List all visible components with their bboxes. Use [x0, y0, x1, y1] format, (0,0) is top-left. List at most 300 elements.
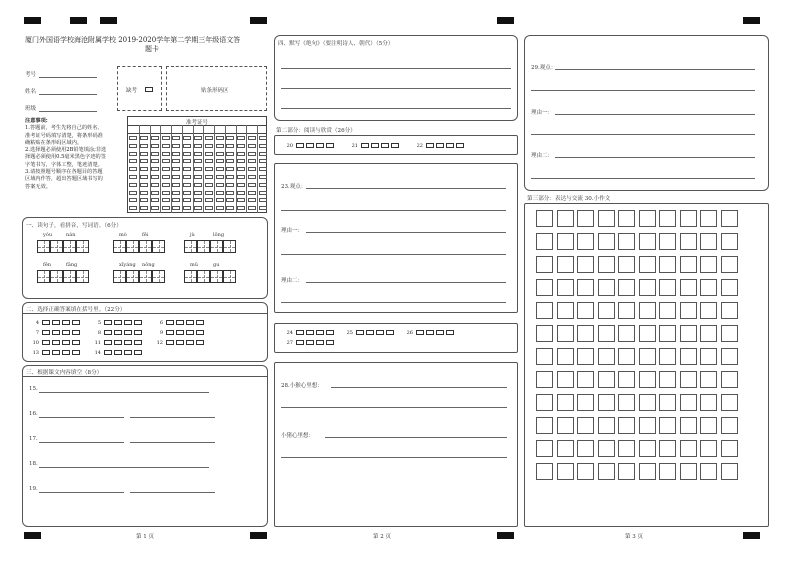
composition-cell[interactable] [680, 417, 697, 434]
option-bubble[interactable] [361, 143, 369, 148]
composition-cell[interactable] [577, 233, 594, 250]
option-bubble[interactable] [196, 340, 204, 345]
exam-number-bubble[interactable] [205, 136, 213, 140]
composition-cell[interactable] [577, 325, 594, 342]
exam-number-bubble[interactable] [237, 175, 245, 179]
answer-line[interactable] [39, 442, 124, 443]
exam-number-bubble[interactable] [237, 144, 245, 148]
option-bubble[interactable] [52, 340, 60, 345]
composition-cell[interactable] [618, 325, 635, 342]
composition-cell[interactable] [721, 279, 738, 296]
answer-line[interactable] [531, 178, 755, 179]
exam-number-bubble[interactable] [194, 198, 202, 202]
exam-number-bubble[interactable] [151, 191, 159, 195]
exam-number-bubble[interactable] [129, 191, 137, 195]
exam-number-bubble[interactable] [259, 159, 267, 163]
exam-number-bubble[interactable] [205, 191, 213, 195]
answer-line[interactable] [39, 467, 209, 468]
exam-number-bubble[interactable] [248, 136, 256, 140]
composition-cell[interactable] [618, 371, 635, 388]
composition-cell[interactable] [598, 279, 615, 296]
pinyin-writing-cell[interactable] [63, 270, 76, 283]
composition-cell[interactable] [598, 417, 615, 434]
exam-number-bubble[interactable] [129, 206, 137, 210]
option-bubble[interactable] [134, 340, 142, 345]
option-bubble[interactable] [134, 330, 142, 335]
answer-line[interactable] [325, 437, 507, 438]
exam-number-bubble[interactable] [259, 183, 267, 187]
option-bubble[interactable] [326, 143, 334, 148]
exam-number-bubble[interactable] [140, 183, 148, 187]
option-bubbles[interactable] [42, 350, 80, 355]
composition-cell[interactable] [680, 210, 697, 227]
pinyin-writing-cell[interactable] [139, 270, 152, 283]
choice-question[interactable] [153, 329, 204, 336]
option-bubble[interactable] [124, 340, 132, 345]
composition-cell[interactable] [700, 394, 717, 411]
option-bubble[interactable] [72, 330, 80, 335]
exam-number-bubble[interactable] [226, 206, 234, 210]
pinyin-writing-cell[interactable] [152, 270, 165, 283]
exam-number-bubble[interactable] [248, 206, 256, 210]
composition-cell[interactable] [598, 325, 615, 342]
composition-cell[interactable] [680, 279, 697, 296]
composition-cell[interactable] [577, 463, 594, 480]
exam-number-bubble[interactable] [248, 183, 256, 187]
composition-cell[interactable] [639, 233, 656, 250]
exam-number-bubble[interactable] [248, 144, 256, 148]
option-bubble[interactable] [446, 330, 454, 335]
exam-number-bubble[interactable] [172, 206, 180, 210]
exam-number-bubble[interactable] [237, 206, 245, 210]
exam-number-bubble[interactable] [237, 167, 245, 171]
composition-cell[interactable] [680, 325, 697, 342]
exam-number-bubble[interactable] [162, 183, 170, 187]
option-bubble[interactable] [371, 143, 379, 148]
composition-cell[interactable] [618, 279, 635, 296]
option-bubbles[interactable] [361, 143, 399, 148]
composition-cell[interactable] [659, 279, 676, 296]
composition-cell[interactable] [557, 371, 574, 388]
exam-number-bubble[interactable] [194, 159, 202, 163]
pinyin-writing-cell[interactable] [50, 270, 63, 283]
pinyin-writing-cell[interactable] [223, 240, 236, 253]
option-bubble[interactable] [114, 330, 122, 335]
composition-cell[interactable] [618, 210, 635, 227]
option-bubble[interactable] [62, 320, 70, 325]
exam-number-bubble[interactable] [183, 167, 191, 171]
composition-cell[interactable] [721, 417, 738, 434]
exam-number-bubble[interactable] [194, 144, 202, 148]
exam-number-bubble[interactable] [205, 159, 213, 163]
choice-question[interactable] [91, 349, 142, 356]
composition-cell[interactable] [700, 233, 717, 250]
exam-number-bubble[interactable] [172, 191, 180, 195]
exam-number-bubble[interactable] [129, 159, 137, 163]
composition-cell[interactable] [659, 394, 676, 411]
exam-number-bubble[interactable] [162, 152, 170, 156]
option-bubbles[interactable] [166, 330, 204, 335]
exam-number-bubble[interactable] [259, 152, 267, 156]
option-bubble[interactable] [166, 320, 174, 325]
option-bubble[interactable] [114, 340, 122, 345]
choice-panel-20-22[interactable] [274, 135, 518, 155]
composition-cell[interactable] [536, 210, 553, 227]
exam-number-bubble[interactable] [129, 198, 137, 202]
exam-number-bubble[interactable] [129, 175, 137, 179]
pinyin-writing-cell[interactable] [113, 240, 126, 253]
exam-number-bubble[interactable] [140, 198, 148, 202]
composition-cell[interactable] [577, 210, 594, 227]
exam-number-bubble[interactable] [237, 198, 245, 202]
option-bubble[interactable] [186, 340, 194, 345]
option-bubble[interactable] [42, 350, 50, 355]
answer-line[interactable] [281, 210, 506, 211]
exam-number-bubble[interactable] [183, 206, 191, 210]
answer-line[interactable] [331, 387, 507, 388]
name-input-line[interactable] [39, 94, 97, 95]
option-bubbles[interactable] [296, 330, 334, 335]
exam-number-bubble[interactable] [216, 144, 224, 148]
composition-cell[interactable] [577, 302, 594, 319]
pinyin-writing-cell[interactable] [197, 240, 210, 253]
option-bubble[interactable] [42, 340, 50, 345]
exam-number-bubble[interactable] [216, 183, 224, 187]
composition-cell[interactable] [536, 371, 553, 388]
exam-number-bubble[interactable] [237, 191, 245, 195]
exam-number-bubble[interactable] [194, 206, 202, 210]
composition-cell[interactable] [598, 394, 615, 411]
composition-cell[interactable] [618, 233, 635, 250]
exam-number-bubble[interactable] [226, 144, 234, 148]
exam-number-bubble[interactable] [259, 144, 267, 148]
choice-question[interactable] [283, 142, 334, 149]
composition-cell[interactable] [536, 233, 553, 250]
composition-cell[interactable] [557, 394, 574, 411]
answer-line[interactable] [306, 232, 506, 233]
exam-number-bubble[interactable] [129, 183, 137, 187]
option-bubble[interactable] [124, 330, 132, 335]
option-bubble[interactable] [416, 330, 424, 335]
exam-number-bubble[interactable] [205, 175, 213, 179]
exam-number-bubble[interactable] [205, 206, 213, 210]
composition-cell[interactable] [639, 417, 656, 434]
exam-number-bubble[interactable] [259, 136, 267, 140]
answer-line[interactable] [555, 114, 755, 115]
option-bubbles[interactable] [296, 340, 334, 345]
composition-cell[interactable] [659, 325, 676, 342]
composition-cell[interactable] [639, 325, 656, 342]
composition-cell[interactable] [700, 371, 717, 388]
pinyin-writing-cell[interactable] [37, 240, 50, 253]
exam-number-bubble[interactable] [140, 144, 148, 148]
composition-cell[interactable] [680, 394, 697, 411]
exam-number-bubble[interactable] [216, 191, 224, 195]
option-bubble[interactable] [124, 350, 132, 355]
option-bubbles[interactable] [42, 320, 80, 325]
composition-cell[interactable] [700, 325, 717, 342]
exam-number-bubble[interactable] [140, 152, 148, 156]
option-bubble[interactable] [166, 330, 174, 335]
composition-cell[interactable] [680, 233, 697, 250]
composition-cell[interactable] [536, 325, 553, 342]
composition-cell[interactable] [618, 463, 635, 480]
option-bubble[interactable] [104, 340, 112, 345]
pinyin-writing-cell[interactable] [184, 240, 197, 253]
exam-number-bubble[interactable] [248, 159, 256, 163]
pinyin-writing-cell[interactable] [210, 240, 223, 253]
answer-line[interactable] [130, 492, 215, 493]
composition-cell[interactable] [659, 233, 676, 250]
option-bubble[interactable] [42, 320, 50, 325]
exam-number-bubble[interactable] [183, 175, 191, 179]
composition-cell[interactable] [659, 371, 676, 388]
composition-cell[interactable] [721, 302, 738, 319]
composition-cell[interactable] [721, 440, 738, 457]
class-input-line[interactable] [39, 111, 97, 112]
composition-cell[interactable] [721, 394, 738, 411]
exam-number-bubble[interactable] [172, 159, 180, 163]
option-bubble[interactable] [186, 320, 194, 325]
exam-number-bubble[interactable] [162, 167, 170, 171]
choice-question[interactable] [283, 339, 334, 346]
exam-number-bubble[interactable] [151, 167, 159, 171]
exam-number-bubble[interactable] [183, 144, 191, 148]
exam-number-bubble[interactable] [205, 183, 213, 187]
composition-cell[interactable] [639, 440, 656, 457]
option-bubbles[interactable] [166, 320, 204, 325]
choice-question[interactable] [153, 339, 204, 346]
composition-cell[interactable] [639, 371, 656, 388]
composition-cell[interactable] [557, 325, 574, 342]
option-bubble[interactable] [104, 320, 112, 325]
option-bubble[interactable] [52, 350, 60, 355]
option-bubbles[interactable] [104, 330, 142, 335]
answer-line[interactable] [306, 282, 506, 283]
option-bubbles[interactable] [104, 340, 142, 345]
option-bubble[interactable] [296, 143, 304, 148]
composition-cell[interactable] [721, 256, 738, 273]
composition-cell[interactable] [721, 210, 738, 227]
composition-cell[interactable] [577, 348, 594, 365]
exam-number-bubble[interactable] [162, 198, 170, 202]
exam-number-bubble[interactable] [237, 159, 245, 163]
exam-number-bubble[interactable] [248, 152, 256, 156]
exam-number-bubble[interactable] [129, 152, 137, 156]
answer-line[interactable] [39, 492, 124, 493]
composition-cell[interactable] [639, 348, 656, 365]
exam-number-bubble[interactable] [205, 152, 213, 156]
composition-cell[interactable] [598, 233, 615, 250]
composition-cell[interactable] [536, 440, 553, 457]
exam-number-bubble[interactable] [248, 167, 256, 171]
option-bubbles[interactable] [42, 330, 80, 335]
option-bubble[interactable] [134, 350, 142, 355]
exam-number-bubble[interactable] [205, 144, 213, 148]
composition-cell[interactable] [618, 394, 635, 411]
exam-number-bubble[interactable] [140, 191, 148, 195]
composition-cell[interactable] [598, 302, 615, 319]
composition-cell[interactable] [659, 348, 676, 365]
option-bubble[interactable] [114, 320, 122, 325]
option-bubble[interactable] [124, 320, 132, 325]
composition-cell[interactable] [557, 210, 574, 227]
exam-number-bubble[interactable] [259, 198, 267, 202]
composition-cell[interactable] [536, 394, 553, 411]
composition-cell[interactable] [536, 417, 553, 434]
exam-number-bubble[interactable] [162, 144, 170, 148]
option-bubbles[interactable] [104, 320, 142, 325]
composition-cell[interactable] [557, 233, 574, 250]
option-bubble[interactable] [316, 143, 324, 148]
option-bubble[interactable] [62, 340, 70, 345]
pinyin-writing-cell[interactable] [210, 270, 223, 283]
exam-number-bubble[interactable] [226, 183, 234, 187]
exam-number-bubble[interactable] [151, 206, 159, 210]
answer-line[interactable] [39, 417, 124, 418]
choice-question[interactable] [343, 329, 394, 336]
exam-number-bubble[interactable] [226, 136, 234, 140]
exam-number-bubble[interactable] [216, 167, 224, 171]
exam-number-bubble[interactable] [129, 167, 137, 171]
answer-line[interactable] [531, 90, 755, 91]
composition-cell[interactable] [659, 417, 676, 434]
choice-question[interactable] [91, 339, 142, 346]
composition-cell[interactable] [618, 440, 635, 457]
exam-number-bubble[interactable] [194, 175, 202, 179]
option-bubble[interactable] [104, 330, 112, 335]
answer-line[interactable] [531, 134, 755, 135]
pinyin-writing-cell[interactable] [223, 270, 236, 283]
composition-cell[interactable] [639, 210, 656, 227]
option-bubble[interactable] [381, 143, 389, 148]
option-bubble[interactable] [72, 320, 80, 325]
choice-question[interactable] [413, 142, 464, 149]
composition-cell[interactable] [680, 256, 697, 273]
exam-number-bubble[interactable] [162, 191, 170, 195]
choice-question[interactable] [29, 329, 80, 336]
composition-cell[interactable] [557, 348, 574, 365]
exam-number-bubble[interactable] [226, 152, 234, 156]
composition-cell[interactable] [680, 302, 697, 319]
answer-line[interactable] [281, 108, 511, 109]
composition-cell[interactable] [721, 463, 738, 480]
composition-cell[interactable] [536, 463, 553, 480]
option-bubble[interactable] [376, 330, 384, 335]
answer-line[interactable] [281, 254, 506, 255]
pinyin-writing-cell[interactable] [37, 270, 50, 283]
choice-question[interactable] [91, 329, 142, 336]
composition-cell[interactable] [598, 371, 615, 388]
exam-number-bubble[interactable] [248, 191, 256, 195]
choice-row[interactable] [283, 142, 478, 149]
composition-cell[interactable] [557, 463, 574, 480]
option-bubble[interactable] [62, 350, 70, 355]
option-bubble[interactable] [296, 340, 304, 345]
exam-number-bubble[interactable] [226, 198, 234, 202]
exam-number-bubble[interactable] [259, 175, 267, 179]
option-bubble[interactable] [166, 340, 174, 345]
answer-line[interactable] [306, 188, 506, 189]
composition-cell[interactable] [639, 394, 656, 411]
composition-cell[interactable] [618, 348, 635, 365]
composition-cell[interactable] [700, 302, 717, 319]
option-bubble[interactable] [72, 350, 80, 355]
option-bubble[interactable] [306, 330, 314, 335]
composition-cell[interactable] [536, 256, 553, 273]
option-bubble[interactable] [391, 143, 399, 148]
exam-number-bubble[interactable] [172, 175, 180, 179]
composition-cell[interactable] [557, 440, 574, 457]
exam-number-bubble[interactable] [216, 152, 224, 156]
exam-number-bubble[interactable] [183, 198, 191, 202]
composition-cell[interactable] [659, 463, 676, 480]
answer-line[interactable] [281, 88, 511, 89]
exam-number-bubble[interactable] [129, 144, 137, 148]
option-bubble[interactable] [306, 143, 314, 148]
choice-question[interactable] [283, 329, 334, 336]
exam-number-bubble[interactable] [183, 191, 191, 195]
exam-number-bubble[interactable] [216, 175, 224, 179]
composition-cell[interactable] [536, 302, 553, 319]
composition-cell[interactable] [598, 463, 615, 480]
exam-number-bubble[interactable] [216, 206, 224, 210]
exam-number-bubble[interactable] [162, 136, 170, 140]
option-bubble[interactable] [176, 340, 184, 345]
exam-number-bubble[interactable] [151, 159, 159, 163]
exam-number-bubble[interactable] [248, 175, 256, 179]
exam-number-bubble[interactable] [151, 198, 159, 202]
answer-line[interactable] [130, 442, 215, 443]
option-bubble[interactable] [296, 330, 304, 335]
exam-number-bubble[interactable] [216, 198, 224, 202]
exam-number-bubble[interactable] [183, 159, 191, 163]
choice-question[interactable] [29, 349, 80, 356]
option-bubbles[interactable] [356, 330, 394, 335]
exam-number-bubble[interactable] [172, 144, 180, 148]
composition-cell[interactable] [721, 348, 738, 365]
composition-cell[interactable] [680, 371, 697, 388]
exam-number-bubble[interactable] [216, 159, 224, 163]
choice-question[interactable] [29, 339, 80, 346]
pinyin-writing-cell[interactable] [184, 270, 197, 283]
choice-question[interactable] [153, 319, 204, 326]
composition-cell[interactable] [618, 302, 635, 319]
pinyin-writing-cell[interactable] [126, 240, 139, 253]
composition-cell[interactable] [598, 256, 615, 273]
option-bubble[interactable] [366, 330, 374, 335]
option-bubble[interactable] [114, 350, 122, 355]
option-bubble[interactable] [196, 320, 204, 325]
pinyin-writing-cell[interactable] [152, 240, 165, 253]
exam-number-bubble[interactable] [226, 159, 234, 163]
exam-number-bubble[interactable] [205, 167, 213, 171]
composition-cell[interactable] [639, 256, 656, 273]
exam-number-bubble[interactable] [140, 136, 148, 140]
exam-number-bubble[interactable] [151, 183, 159, 187]
exam-number-bubble[interactable] [172, 136, 180, 140]
exam-number-bubble[interactable] [162, 206, 170, 210]
composition-cell[interactable] [536, 348, 553, 365]
answer-line[interactable] [281, 407, 507, 408]
exam-number-bubble[interactable] [194, 152, 202, 156]
option-bubble[interactable] [316, 330, 324, 335]
exam-number-bubble[interactable] [183, 152, 191, 156]
option-bubble[interactable] [306, 340, 314, 345]
option-bubble[interactable] [42, 330, 50, 335]
exam-number-bubble[interactable] [259, 191, 267, 195]
exam-number-bubble[interactable] [194, 191, 202, 195]
